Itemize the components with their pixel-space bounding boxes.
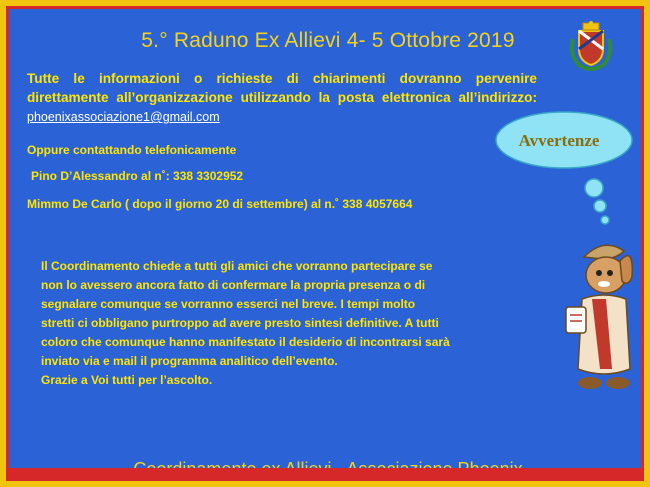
- thought-cloud-icon: [489, 104, 639, 239]
- contact-mimmo: Mimmo De Carlo ( dopo il giorno 20 di settembre) al n.˚ 338 4057664: [27, 197, 413, 211]
- slide-body: [6, 6, 644, 481]
- notice-line: segnalare comunque se vorranno esserci nel breve. I tempi molto: [41, 297, 416, 311]
- notice-line: inviato via e mail il programma analitico dell’evento.: [41, 354, 338, 368]
- intro-text: Tutte le informazioni o richieste di chiarimenti dovranno pervenire direttamente all’organizzazione utilizzando la posta elettronica all’indirizzo:: [27, 71, 537, 105]
- crest-logo: [569, 19, 613, 71]
- email-link[interactable]: phoenixassociazione1@gmail.com: [27, 110, 220, 124]
- notice-line: stretti ci obbligano purtroppo ad avere presto sintesi definitive. A tutti: [41, 316, 439, 330]
- bottom-border-strip: [9, 468, 641, 478]
- mascot-illustration: [554, 237, 644, 397]
- intro-paragraph: [27, 69, 537, 127]
- contact-pino: Pino D’Alessandro al n˚: 338 3302952: [31, 169, 244, 183]
- notice-paragraph: [41, 257, 531, 390]
- slide-title: 5.° Raduno Ex Allievi 4- 5 Ottobre 2019: [141, 29, 515, 52]
- notice-line: Grazie a Voi tutti per l’ascolto.: [41, 373, 213, 387]
- notice-line: Il Coordinamento chiede a tutti gli amici che vorranno partecipare se: [41, 259, 433, 273]
- notice-line: non lo avessero ancora fatto di confermare la propria presenza o di: [41, 278, 426, 292]
- notice-line: coloro che comunque hanno manifestato il desiderio di incontrarsi sarà: [41, 335, 450, 349]
- cloud-label: Avvertenze: [518, 131, 600, 150]
- phone-intro: Oppure contattando telefonicamente: [27, 143, 237, 157]
